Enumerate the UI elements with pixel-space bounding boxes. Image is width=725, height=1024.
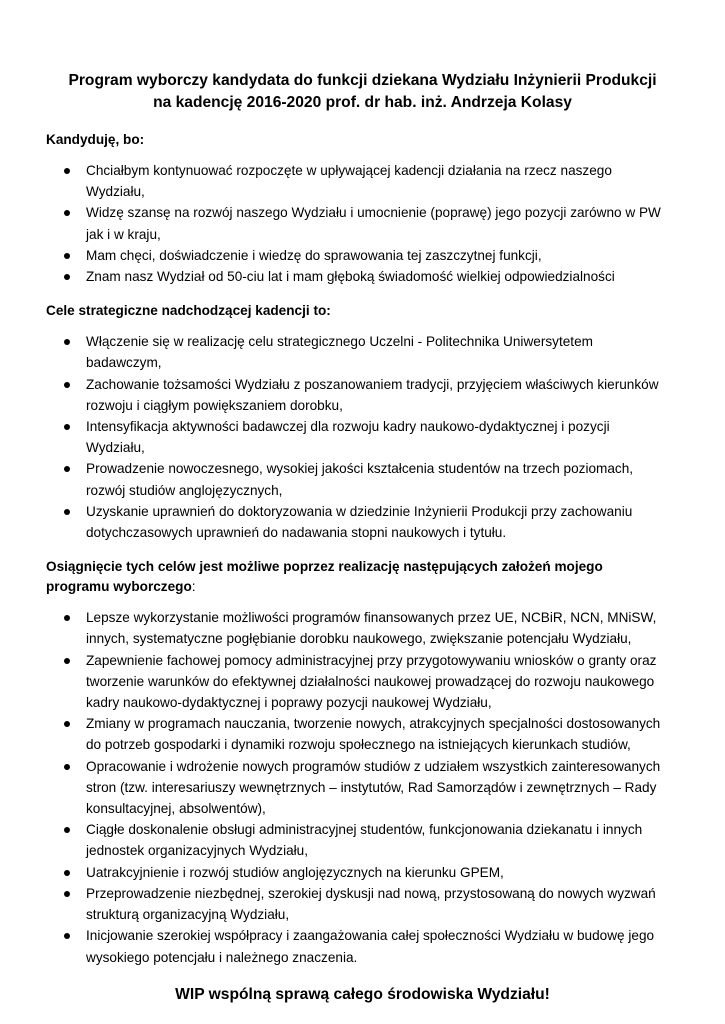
closing-slogan: WIP wspólną sprawą całego środowiska Wydziału! [175, 985, 550, 1003]
section-heading-text: Osiągnięcie tych celów jest możliwe poprzez realizację następujących założeń mojego programu wyborczego [46, 559, 603, 595]
list-item: Włączenie się w realizację celu strategicznego Uczelni - Politechnika Uniwersytetem badawczym, [46, 331, 665, 373]
list-item: Prowadzenie nowoczesnego, wysokiej jakości kształcenia studentów na trzech poziomach, rozwój studiów anglojęzycznych, [46, 458, 665, 500]
strategic-goals-list [46, 331, 665, 543]
title-line-2: na kadencję 2016-2020 prof. dr hab. inż. Andrzeja Kolasy [153, 94, 572, 111]
list-item: Intensyfikacja aktywności badawczej dla rozwoju kadry naukowo-dydaktycznej i pozycji Wydziału, [46, 416, 665, 458]
section-heading-program-assumptions [46, 557, 665, 597]
list-item: Ciągłe doskonalenie obsługi administracyjnej studentów, funkcjonowania dziekanatu i innych jednostek organizacyjnych Wydziału, [46, 819, 665, 861]
list-item: Zachowanie tożsamości Wydziału z poszanowaniem tradycji, przyjęciem właściwych kierunków rozwoju i ciągłym powiększaniem dorobku, [46, 374, 665, 416]
list-item: Opracowanie i wdrożenie nowych programów studiów z udziałem wszystkich zainteresowanych stron (tzw. interesariuszy wewnętrznych – instytutów, Rad Samorządów i zewnętrznych – Rady konsultacyjnej, absolwentów), [46, 756, 665, 820]
list-item: Inicjowanie szerokiej współpracy i zaangażowania całej społeczności Wydziału w budowę jego wysokiego potencjału i należnego znaczenia. [46, 925, 665, 967]
list-item: Zmiany w programach nauczania, tworzenie nowych, atrakcyjnych specjalności dostosowanych do potrzeb gospodarki i dynamiki rozwoju społecznego na istniejących kierunkach studiów, [46, 713, 665, 755]
list-item: Uzyskanie uprawnień do doktoryzowania w dziedzinie Inżynierii Produkcji przy zachowaniu dotychczasowych uprawnień do nadawania stopni naukowych i tytułu. [46, 501, 665, 543]
list-item: Znam nasz Wydział od 50-ciu lat i mam głęboką świadomość wielkiej odpowiedzialności [46, 266, 665, 287]
document-title [46, 70, 665, 114]
program-assumptions-list [46, 607, 665, 967]
list-item: Lepsze wykorzystanie możliwości programów finansowanych przez UE, NCBiR, NCN, MNiSW, innych, systematyczne pogłębianie dorobku naukowego, zwiększanie potencjału Wydziału, [46, 607, 665, 649]
section-heading-colon: : [191, 579, 196, 595]
section-heading-candidacy: Kandyduję, bo: [46, 132, 145, 147]
list-item: Widzę szansę na rozwój naszego Wydziału i umocnienie (poprawę) jego pozycji zarówno w PW jak i w kraju, [46, 202, 665, 244]
list-item: Zapewnienie fachowej pomocy administracyjnej przy przygotowywaniu wniosków o granty oraz tworzenie warunków do efektywnej działalności naukowej prowadzącej do rozwoju naukowego kadry naukowo-dydaktycznej i poprawy pozycji naukowej Wydziału, [46, 650, 665, 714]
list-item: Chciałbym kontynuować rozpoczęte w upływającej kadencji działania na rzecz naszego Wydziału, [46, 160, 665, 202]
list-item: Uatrakcyjnienie i rozwój studiów anglojęzycznych na kierunku GPEM, [46, 862, 665, 883]
list-item: Przeprowadzenie niezbędnej, szerokiej dyskusji nad nową, przystosowaną do nowych wyzwań strukturą organizacyjną Wydziału, [46, 883, 665, 925]
candidacy-reasons-list [46, 160, 665, 287]
title-line-1: Program wyborczy kandydata do funkcji dziekana Wydziału Inżynierii Produkcji [68, 72, 657, 89]
section-heading-strategic-goals: Cele strategiczne nadchodzącej kadencji to: [46, 303, 331, 319]
list-item: Mam chęci, doświadczenie i wiedzę do sprawowania tej zaszczytnej funkcji, [46, 245, 665, 266]
